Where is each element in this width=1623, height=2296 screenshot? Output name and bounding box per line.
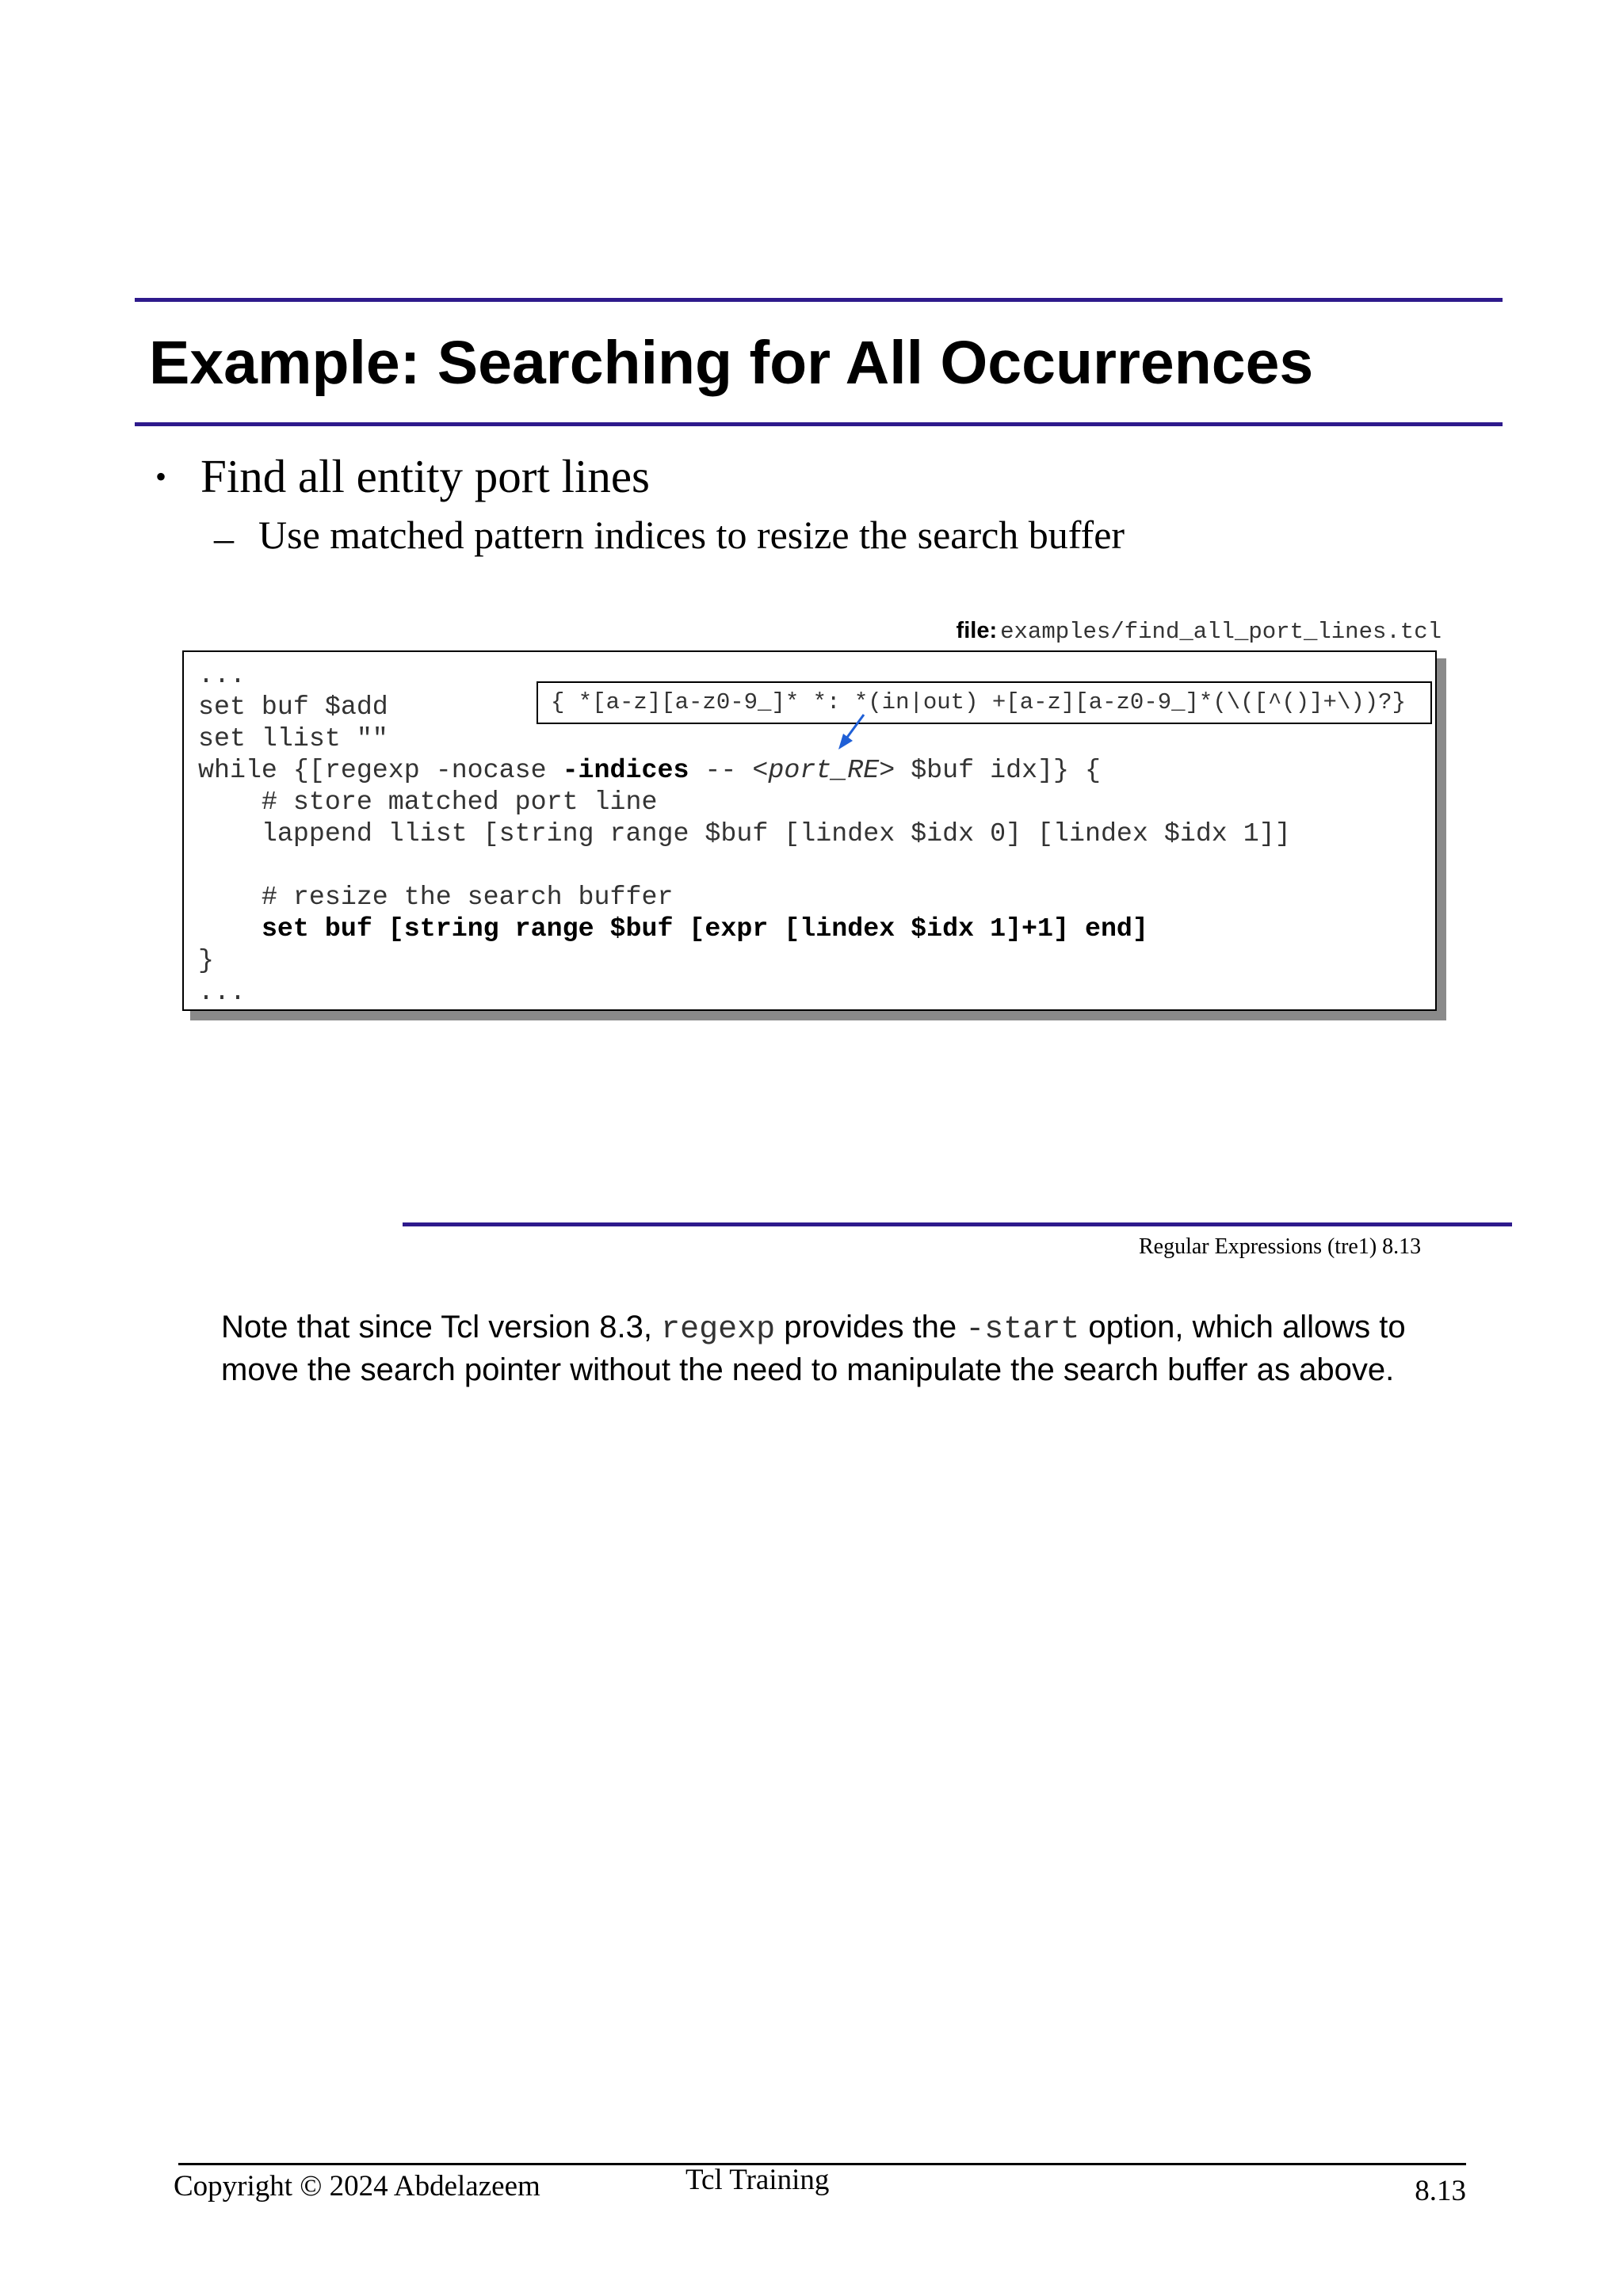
code-line: set llist "" [198,723,388,753]
footer-center-text: Tcl Training [685,2164,830,2196]
code-line: ... [198,977,246,1007]
code-line-resize: set buf [string range $buf [expr [lindex $idx 1]+1] end] [261,913,1148,944]
code-comment: # store matched port line [198,787,658,817]
code-line: ... [198,660,246,690]
slide-title: Example: Searching for All Occurrences [149,329,1314,397]
notes-separator-rule [403,1222,1512,1226]
port-re-placeholder: <port_RE> [752,755,896,785]
sub-bullet-marker: – [214,516,234,560]
bullet-text: Find all entity port lines [200,450,651,502]
code-line: } [198,945,214,975]
title-bottom-rule [135,422,1503,426]
sub-bullet-text: Use matched pattern indices to resize the search buffer [258,513,1125,557]
code-line: set buf $add [198,692,388,722]
file-path: examples/find_all_port_lines.tcl [1000,619,1442,645]
file-label: file: [956,618,998,643]
start-option-code: -start [965,1312,1080,1348]
regex-callout: { *[a-z][a-z0-9_]* *: *(in|out) +[a-z][a-z0-9_]*(\([^()]+\))?} [537,681,1432,724]
bullet-marker: • [155,459,167,494]
callout-arrow-icon [832,713,880,761]
code-line-while: while {[regexp -nocase -indices -- <port_RE> $buf idx]} { [198,755,1101,785]
note-paragraph: Note that since Tcl version 8.3, regexp provides the -start option, which allows to move the search pointer without the need to manipulate the search buffer as above. [221,1310,1406,1387]
regexp-code: regexp [661,1312,776,1348]
page-number: 8.13 [1415,2175,1466,2207]
title-top-rule [135,298,1503,302]
code-comment: # resize the search buffer [198,882,674,912]
file-reference [957,618,1442,645]
copyright-text: Copyright © 2024 Abdelazeem [174,2170,540,2203]
code-line: lappend llist [string range $buf [lindex $idx 0] [lindex $idx 1]] [198,818,1291,849]
slide-footer-label: Regular Expressions (tre1) 8.13 [1139,1234,1422,1259]
